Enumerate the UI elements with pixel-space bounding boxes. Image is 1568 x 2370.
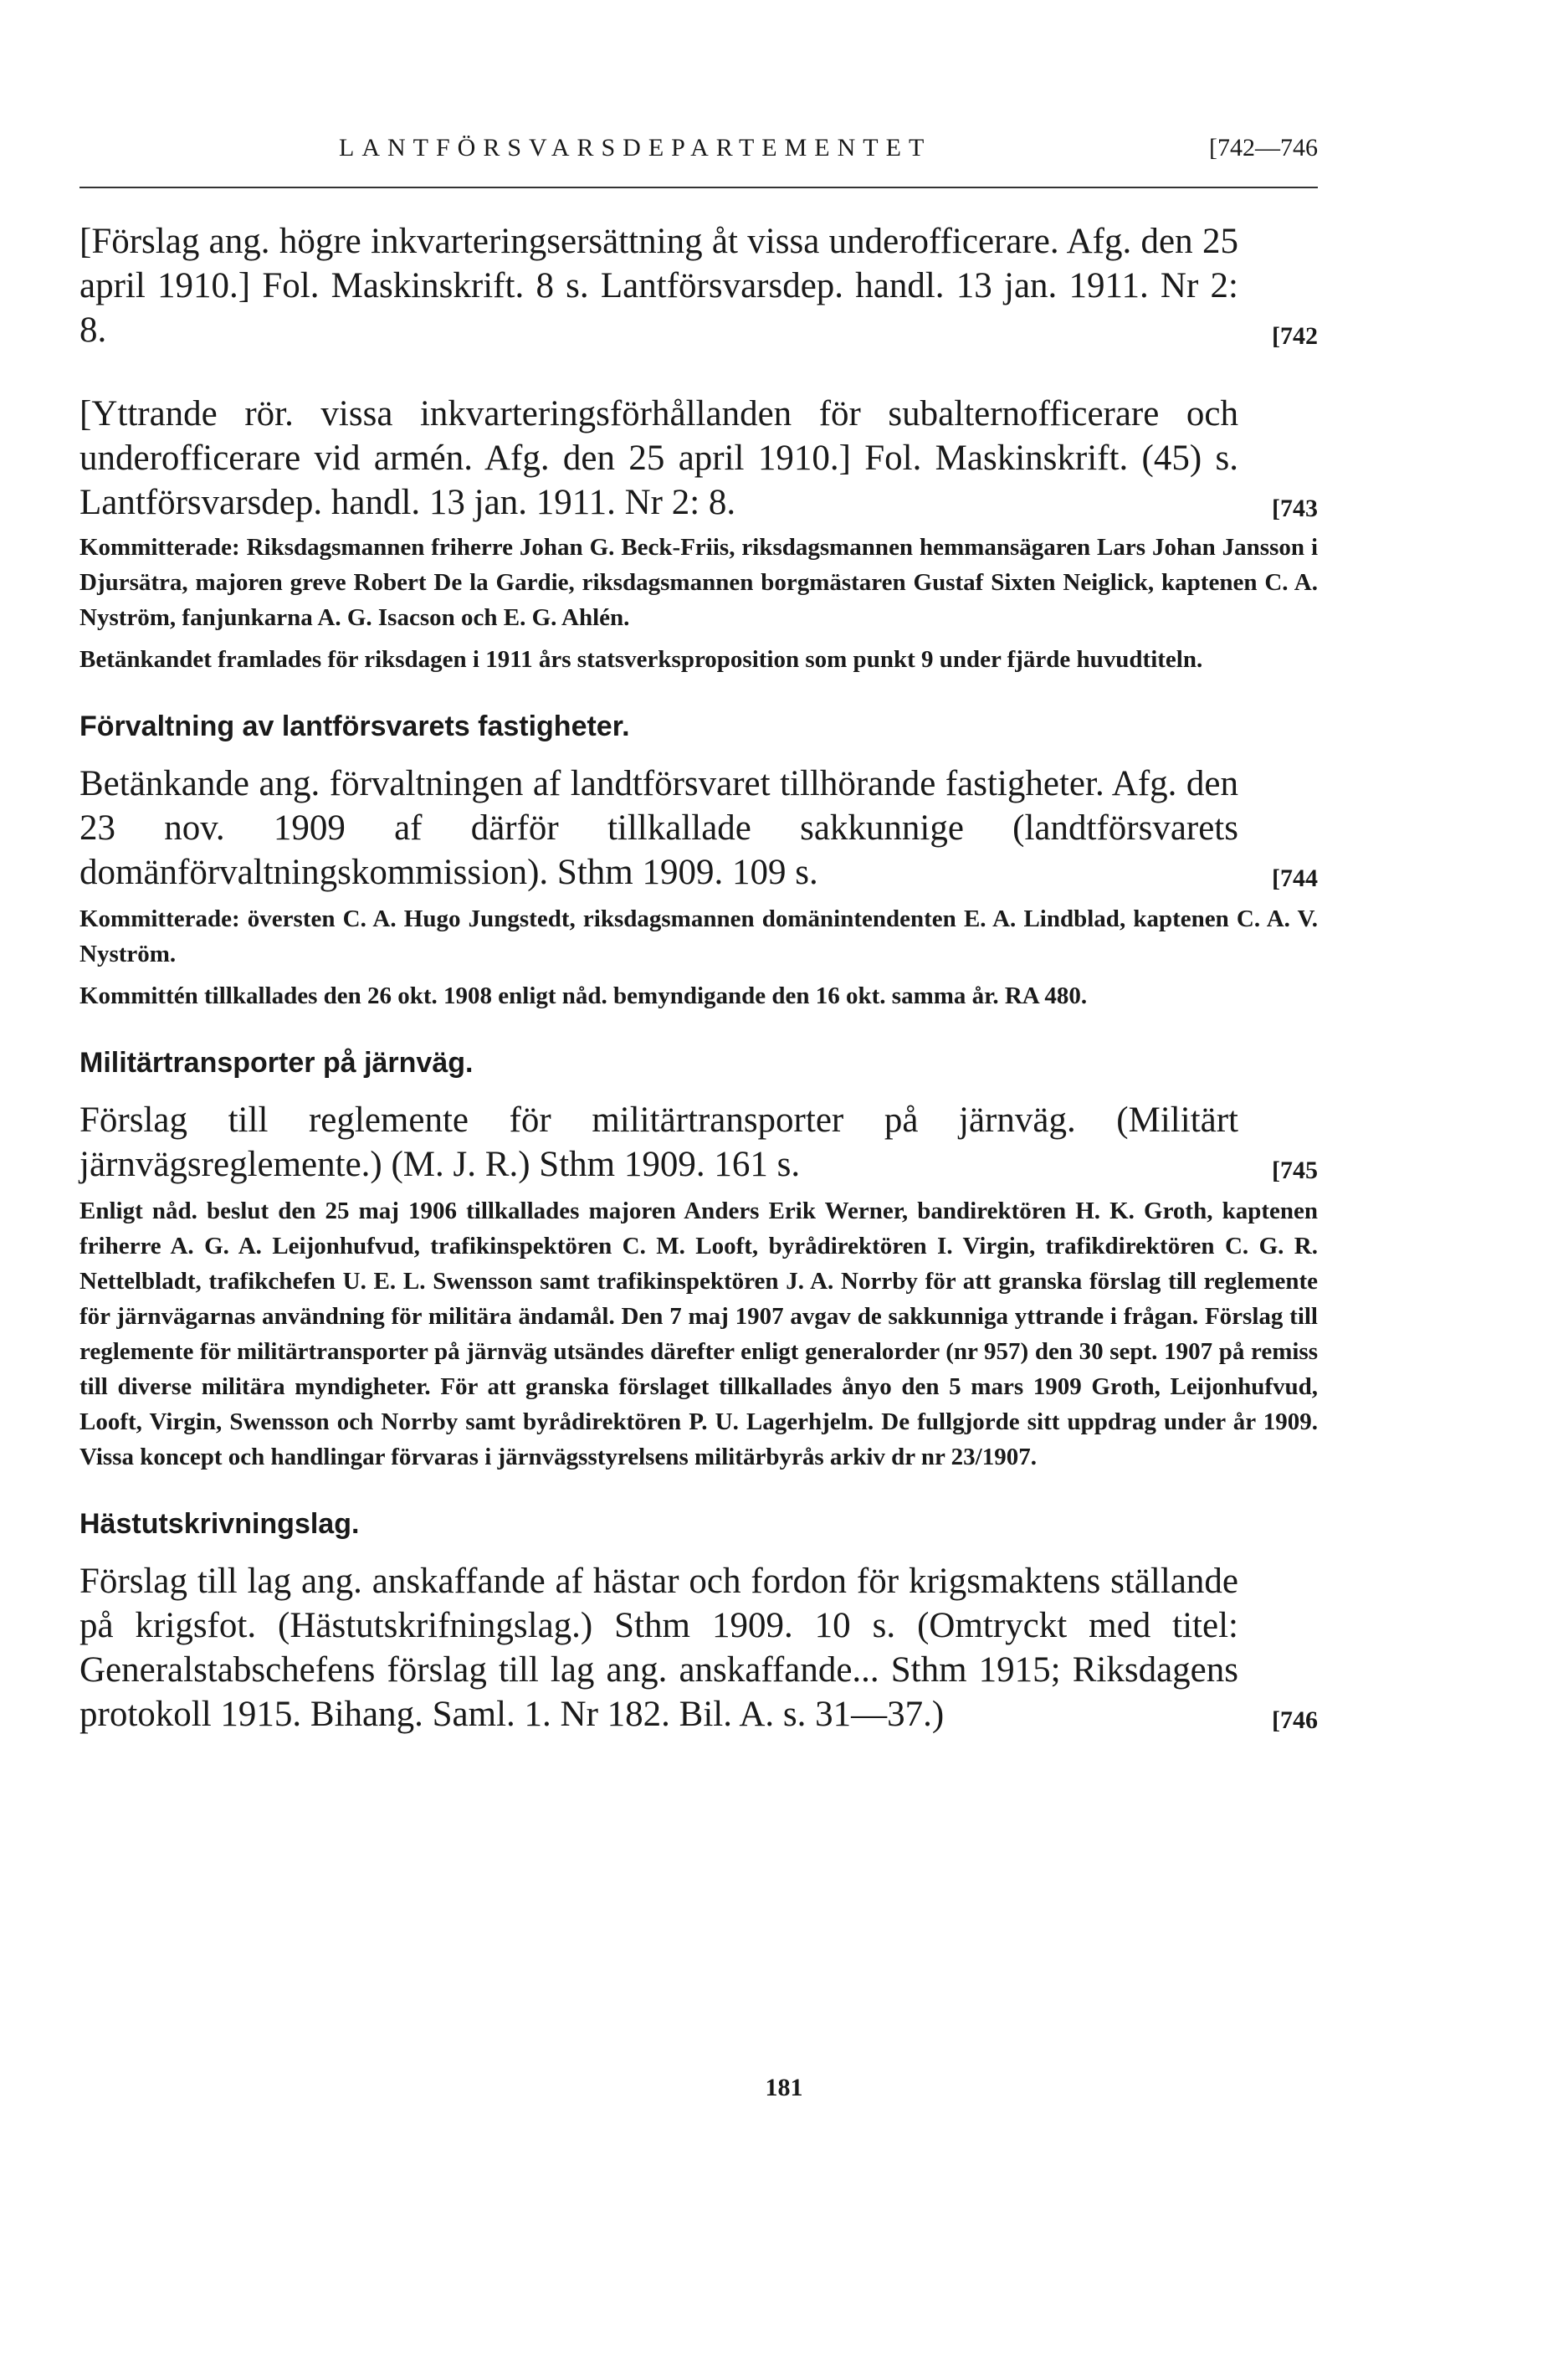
entry-number: [742 [1272,322,1318,350]
entry-note: Betänkandet framlades för riksdagen i 1911 års statsverksproposition som punkt 9 under fjärde huvudtiteln. [79,646,1203,673]
section-heading: Militärtransporter på järnväg. [79,1047,474,1079]
entry-number: [743 [1272,495,1318,522]
entry-742 [79,219,1318,352]
section-heading: Förvaltning av lantförsvarets fastigheter. [79,710,630,742]
entry-744 [79,762,1318,895]
header-rule [79,187,1318,188]
page-number: 181 [765,2074,803,2101]
entry-text: Förslag till lag ang. anskaffande af hästar och fordon för krigsmaktens ställande på krigsfot. (Hästutskrifningslag.) Sthm 1909. 10 s. (Omtryckt med titel: Generalstabschefens förslag till lag ang. anskaffande... Sthm 1915; Riksdagens protokoll 1915. Bihang. Saml. 1. Nr 182. Bil. A. s. 31—37.) [79,1562,1238,1734]
entry-text: [Yttrande rör. vissa inkvarteringsförhållanden för subalternofficerare och underofficerare vid armén. Afg. den 25 april 1910.] Fol. Maskinskrift. (45) s. Lantförsvarsdep. handl. 13 jan. 1911. Nr 2: 8. [79,394,1238,522]
entry-number: [745 [1272,1157,1318,1184]
page-header [79,134,1318,176]
entry-text: [Förslag ang. högre inkvarteringsersättning åt vissa underofficerare. Afg. den 25 april 1910.] Fol. Maskinskrift. 8 s. Lantförsvarsdep. handl. 13 jan. 1911. Nr 2: 8. [79,222,1238,350]
entry-range: [742—746 [1209,134,1318,162]
page-content [79,219,1318,1736]
committee-note: Kommitterade: översten C. A. Hugo Jungstedt, riksdagsmannen domänintendenten E. A. Lindblad, kaptenen C. A. V. Nyström. [79,905,1318,967]
entry-note: Enligt nåd. beslut den 25 maj 1906 tillkallades majoren Anders Erik Werner, bandirektören H. K. Groth, kaptenen friherre A. G. A. Leijonhufvud, trafikinspektören C. M. Looft, byrådirektören I. Virgin, trafikdirektören C. G. R. Nettelbladt, trafikchefen U. E. L. Swensson samt trafikinspektören J. A. Norrby för att granska förslag till reglemente för järnvägarnas användning för militära ändamål. Den 7 maj 1907 avgav de sakkunniga yttrande i frågan. Förslag till reglemente för militärtransporter på järnväg utsändes därefter enligt generalorder (nr 957) den 30 sept. 1907 på remiss till diverse militära myndigheter. För att granska förslaget tillkallades ånyo den 5 mars 1909 Groth, Leijonhufvud, Looft, Virgin, Swensson och Norrby samt byrådirektören P. U. Lagerhjelm. De fullgjorde sitt uppdrag under år 1909. Vissa koncept och handlingar förvaras i järnvägsstyrelsens militärbyrås arkiv dr nr 23/1907. [79,1198,1318,1470]
entry-text: Betänkande ang. förvaltningen af landtförsvaret tillhörande fastigheter. Afg. den 23 nov. 1909 af därför tillkallade sakkunnige (landtförsvarets domänförvaltningskommission). Sthm 1909. 109 s. [79,764,1238,892]
entry-note: Kommittén tillkallades den 26 okt. 1908 enligt nåd. bemyndigande den 16 okt. samma år. RA 480. [79,982,1088,1009]
entry-number: [744 [1272,864,1318,892]
entry-text: Förslag till reglemente för militärtransporter på järnväg. (Militärt järnvägsreglemente.) (M. J. R.) Sthm 1909. 161 s. [79,1100,1238,1184]
entry-746 [79,1559,1318,1736]
committee-note: Kommitterade: Riksdagsmannen friherre Johan G. Beck-Friis, riksdagsmannen hemmansägaren Lars Johan Jansson i Djursätra, majoren greve Robert De la Gardie, riksdagsmannen borgmästaren Gustaf Sixten Neiglick, kaptenen C. A. Nyström, fanjunkarna A. G. Isacson och E. G. Ahlén. [79,534,1318,631]
entry-number: [746 [1272,1706,1318,1734]
running-head: LANTFÖRSVARSDEPARTEMENTET [339,134,932,162]
entry-745 [79,1098,1318,1187]
section-heading: Hästutskrivningslag. [79,1508,360,1540]
entry-743 [79,392,1318,525]
